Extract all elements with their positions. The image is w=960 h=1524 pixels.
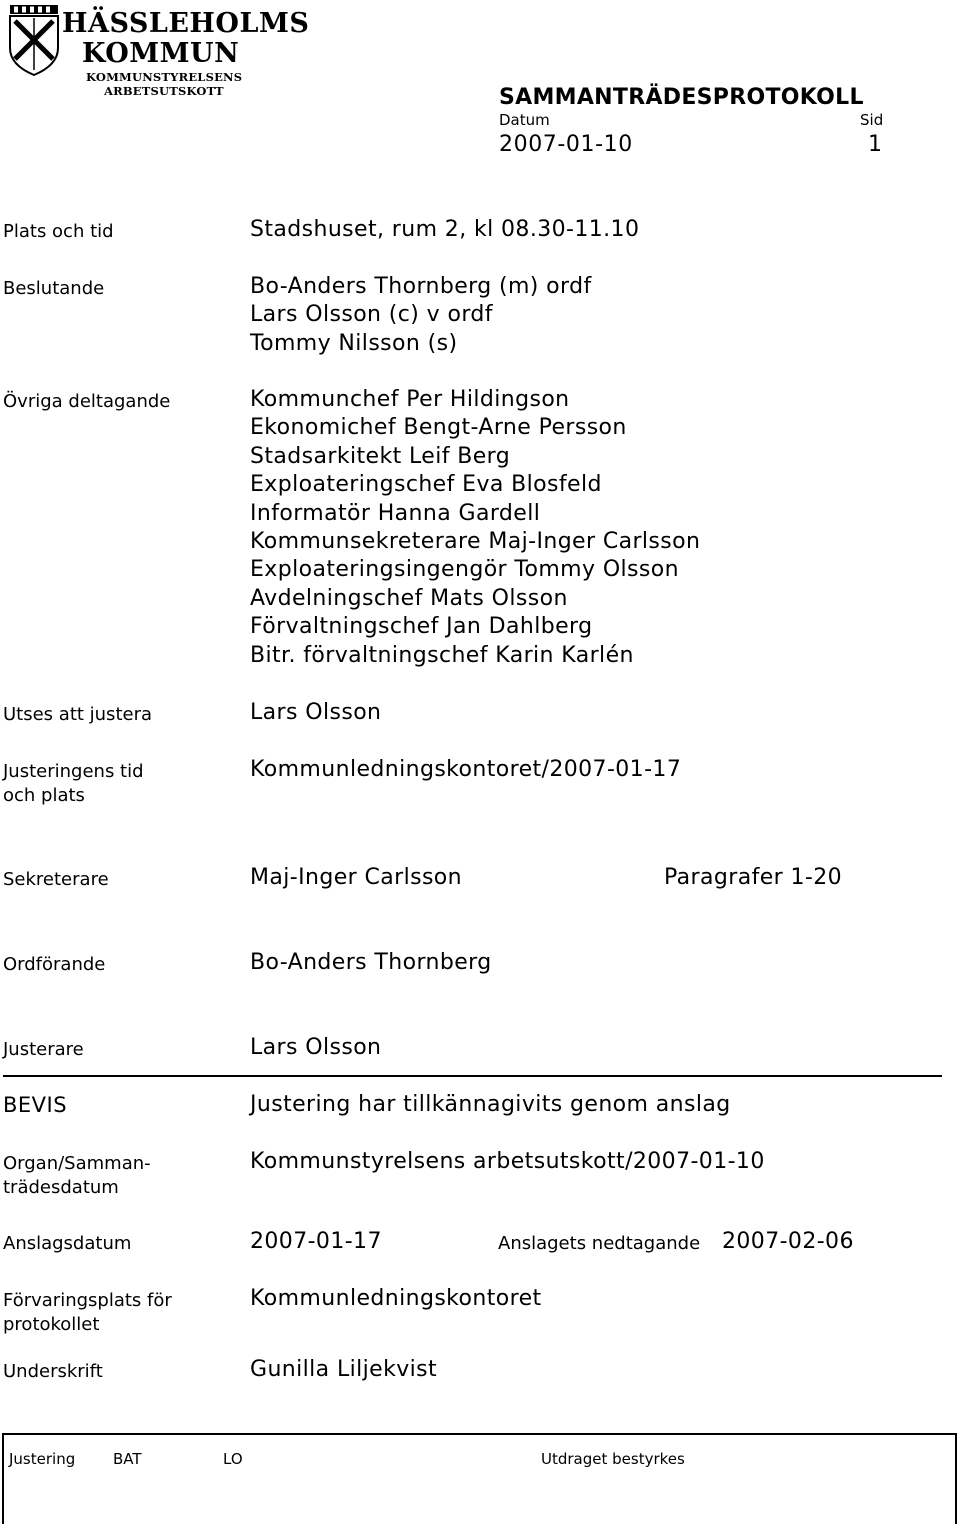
beslutande-list bbox=[250, 273, 592, 358]
ovriga-participant: Kommunsekreterare Maj-Inger Carlsson bbox=[250, 529, 701, 555]
forvaring-label-line2: protokollet bbox=[3, 1314, 100, 1335]
plats-label: Plats och tid bbox=[3, 221, 114, 242]
ovriga-participant: Förvaltningschef Jan Dahlberg bbox=[250, 614, 593, 640]
justerare-label: Justerare bbox=[3, 1039, 84, 1060]
logo-name-line2: KOMMUN bbox=[82, 38, 240, 69]
footer-right-border bbox=[955, 1433, 957, 1524]
footer-top-border bbox=[2, 1433, 957, 1435]
beslutande-member: Tommy Nilsson (s) bbox=[250, 330, 458, 356]
justeringens-label-line2: och plats bbox=[3, 785, 85, 806]
ovriga-participant: Kommunchef Per Hildingson bbox=[250, 387, 570, 412]
municipality-logo bbox=[6, 2, 310, 98]
ovriga-participant: Informatör Hanna Gardell bbox=[250, 500, 541, 526]
logo-sub-line1: KOMMUNSTYRELSENS bbox=[86, 70, 243, 84]
organ-label-line2: trädesdatum bbox=[3, 1177, 119, 1198]
ordforande-name: Bo-Anders Thornberg bbox=[250, 950, 492, 975]
ovriga-participant: Bitr. förvaltningschef Karin Karlén bbox=[250, 642, 634, 668]
justeringens-value: Kommunledningskontoret/2007-01-17 bbox=[250, 757, 682, 782]
footer-left-border bbox=[2, 1433, 4, 1524]
ovriga-participant: Exploateringschef Eva Blosfeld bbox=[250, 472, 602, 498]
footer-bat: BAT bbox=[113, 1450, 142, 1468]
anslagsdatum-value: 2007-01-17 bbox=[250, 1229, 382, 1254]
sekreterare-label: Sekreterare bbox=[3, 869, 109, 890]
ovriga-participant: Exploateringsingengör Tommy Olsson bbox=[250, 557, 679, 583]
organ-value: Kommunstyrelsens arbetsutskott/2007-01-10 bbox=[250, 1149, 765, 1174]
footer-lo: LO bbox=[223, 1450, 243, 1468]
page-label: Sid bbox=[860, 111, 884, 129]
ovriga-list bbox=[250, 386, 700, 670]
nedtagande-value: 2007-02-06 bbox=[722, 1229, 854, 1254]
forvaring-label-line1: Förvaringsplats för bbox=[3, 1290, 172, 1311]
page-number: 1 bbox=[868, 132, 882, 157]
plats-value: Stadshuset, rum 2, kl 08.30-11.10 bbox=[250, 217, 640, 242]
organ-label-line1: Organ/Samman- bbox=[3, 1153, 151, 1174]
beslutande-member: Lars Olsson (c) v ordf bbox=[250, 302, 493, 328]
bevis-heading: BEVIS bbox=[3, 1093, 68, 1117]
protocol-date: 2007-01-10 bbox=[499, 132, 633, 157]
paragrafer: Paragrafer 1-20 bbox=[664, 865, 843, 890]
footer-justering: Justering bbox=[9, 1450, 76, 1468]
logo-name-line1: HÄSSLEHOLMS bbox=[62, 8, 310, 39]
ovriga-participant: Avdelningschef Mats Olsson bbox=[250, 585, 568, 611]
sekreterare-name: Maj-Inger Carlsson bbox=[250, 865, 463, 890]
ordforande-label: Ordförande bbox=[3, 954, 106, 975]
footer-utdraget: Utdraget bestyrkes bbox=[541, 1450, 685, 1468]
justerare-name: Lars Olsson bbox=[250, 1035, 382, 1060]
underskrift-value: Gunilla Liljekvist bbox=[250, 1357, 438, 1382]
ovriga-participant: Stadsarkitekt Leif Berg bbox=[250, 443, 511, 469]
bevis-text: Justering har tillkännagivits genom anslag bbox=[250, 1092, 731, 1117]
anslagsdatum-label: Anslagsdatum bbox=[3, 1233, 132, 1254]
utses-label: Utses att justera bbox=[3, 704, 153, 725]
ovriga-label: Övriga deltagande bbox=[3, 391, 171, 412]
document-title: SAMMANTRÄDESPROTOKOLL bbox=[499, 85, 864, 110]
coat-of-arms-icon bbox=[8, 4, 60, 76]
underskrift-label: Underskrift bbox=[3, 1361, 103, 1382]
beslutande-member: Bo-Anders Thornberg (m) ordf bbox=[250, 274, 592, 299]
utses-value: Lars Olsson bbox=[250, 700, 382, 725]
nedtagande-label: Anslagets nedtagande bbox=[498, 1233, 701, 1254]
bevis-divider bbox=[3, 1075, 942, 1077]
justeringens-label-line1: Justeringens tid bbox=[3, 761, 144, 782]
forvaring-value: Kommunledningskontoret bbox=[250, 1286, 542, 1311]
date-label: Datum bbox=[499, 111, 550, 129]
beslutande-label: Beslutande bbox=[3, 278, 105, 299]
logo-sub-line2: ARBETSUTSKOTT bbox=[104, 84, 224, 98]
ovriga-participant: Ekonomichef Bengt-Arne Persson bbox=[250, 415, 627, 441]
